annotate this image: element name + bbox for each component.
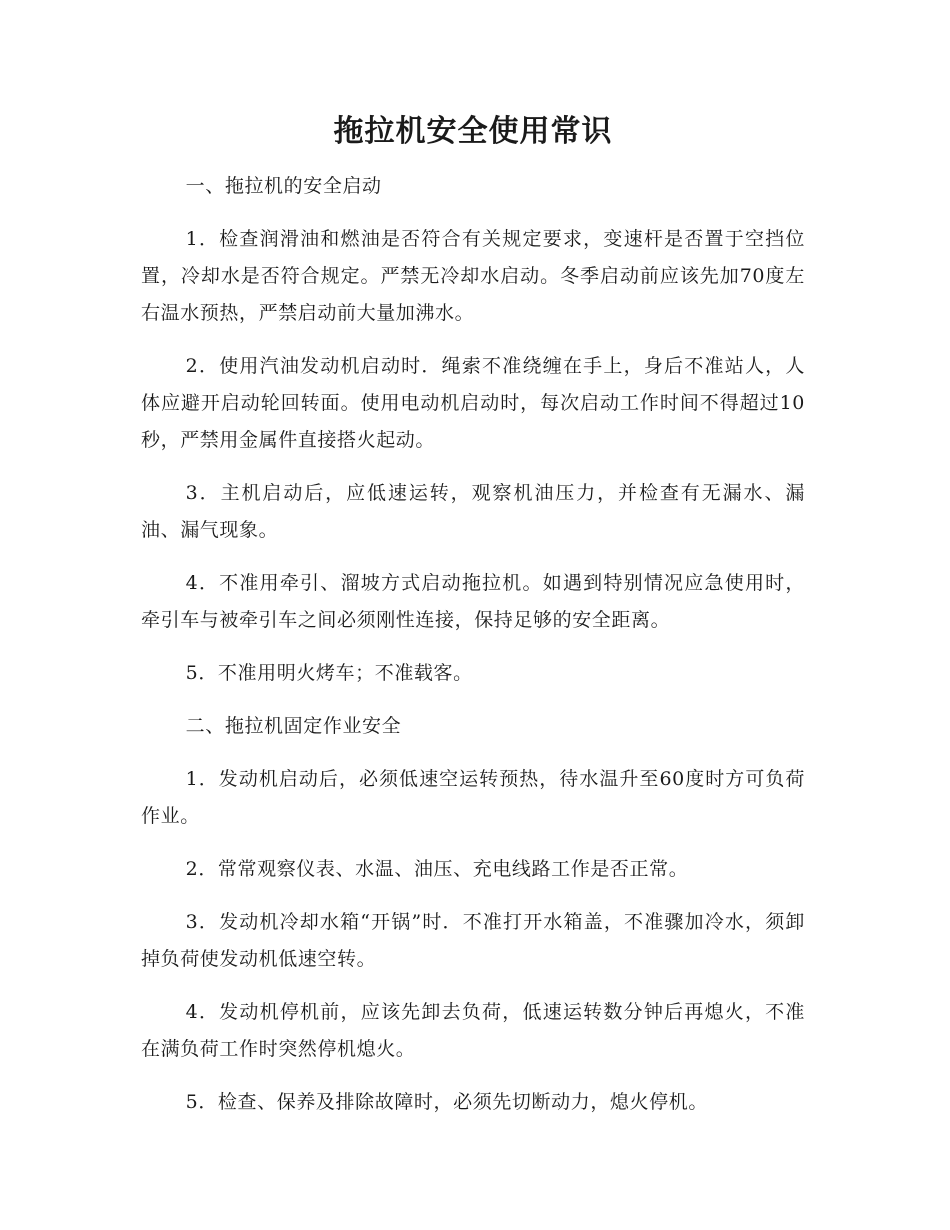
section-heading-fixed-operation: 二、拖拉机固定作业安全 xyxy=(185,715,402,737)
section2-item-5: 5．检查、保养及排除故障时，必须先切断动力，熄火停机。 xyxy=(185,1091,708,1113)
section1-item-3: 3．主机启动后，应低速运转，观察机油压力，并检查有无漏水、漏油、漏气现象。 xyxy=(141,482,805,541)
document-title: 拖拉机安全使用常识 xyxy=(333,114,613,149)
section1-item-2: 2．使用汽油发动机启动时．绳索不准绕缠在手上，身后不准站人，人体应避开启动轮回转面。使用电动机启动时，每次启动工作时间不得超过10秒，严禁用金属件直接搭火起动。 xyxy=(141,355,805,451)
section-heading-startup: 一、拖拉机的安全启动 xyxy=(185,175,382,197)
section2-item-1: 1．发动机启动后，必须低速空运转预热，待水温升至60度时方可负荷作业。 xyxy=(141,768,805,827)
section1-item-4: 4．不准用牵引、溜坡方式启动拖拉机。如遇到特别情况应急使用时，牵引车与被牵引车之间必须刚性连接，保持足够的安全距离。 xyxy=(141,572,805,631)
section2-item-4: 4．发动机停机前，应该先卸去负荷，低速运转数分钟后再熄火，不准在满负荷工作时突然停机熄火。 xyxy=(141,1001,805,1060)
section1-item-5: 5．不准用明火烤车；不准载客。 xyxy=(185,662,473,684)
section2-item-3: 3．发动机冷却水箱“开锅”时．不准打开水箱盖，不准骤加冷水，须卸掉负荷使发动机低速空转。 xyxy=(141,911,805,970)
section2-item-2: 2．常常观察仪表、水温、油压、充电线路工作是否正常。 xyxy=(185,858,689,880)
section1-item-1: 1．检查润滑油和燃油是否符合有关规定要求，变速杆是否置于空挡位置，冷却水是否符合规定。严禁无冷却水启动。冬季启动前应该先加70度左右温水预热，严禁启动前大量加沸水。 xyxy=(141,228,805,324)
